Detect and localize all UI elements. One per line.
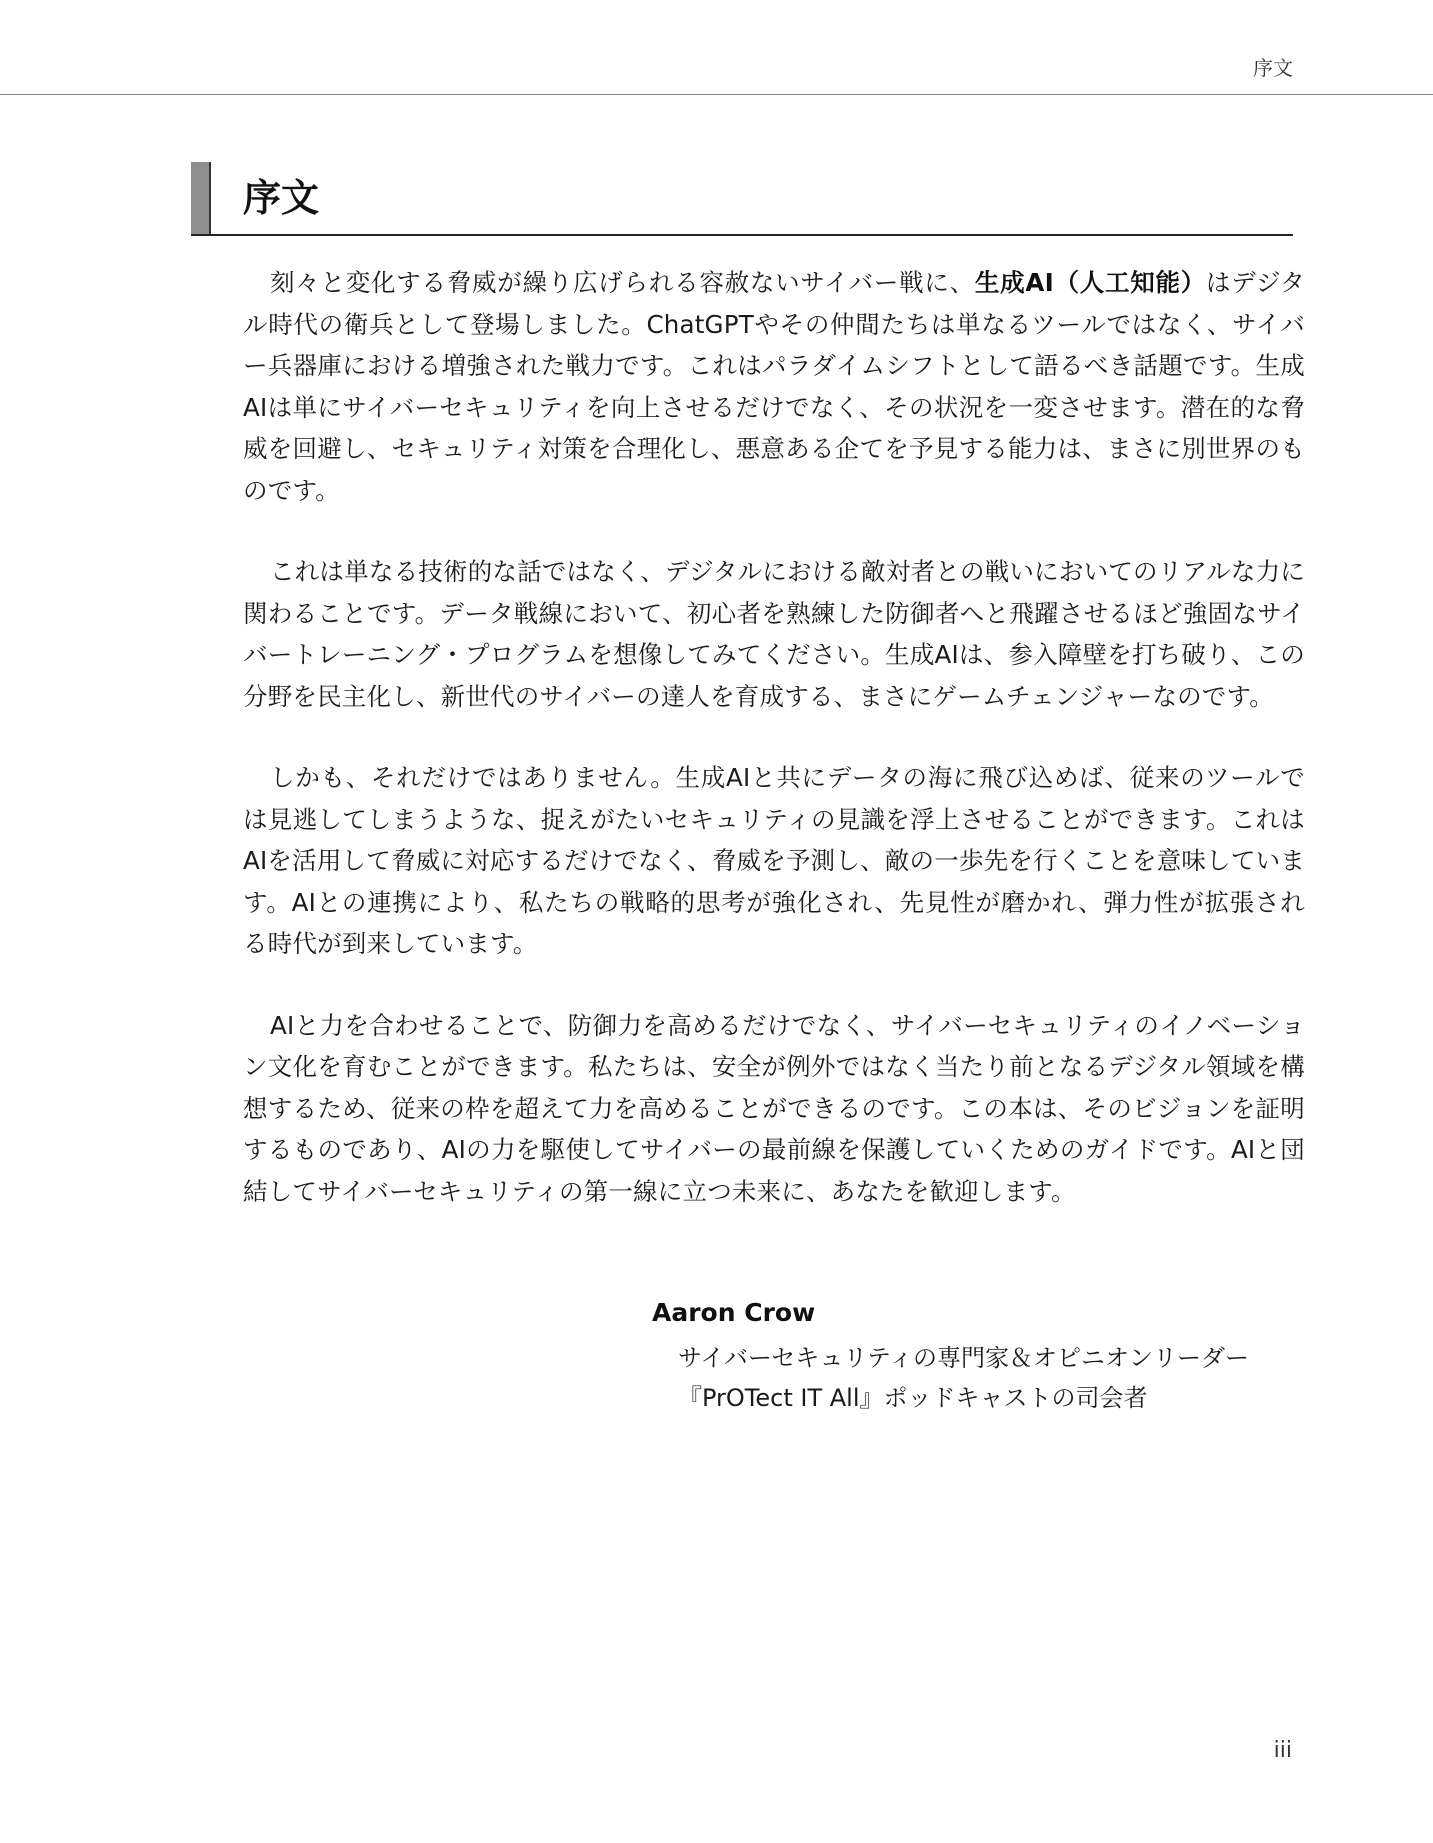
header-rule [0,94,1433,95]
emphasis-generative-ai: 生成AI（人工知能） [974,268,1206,297]
author-name: Aaron Crow [652,1298,816,1327]
chapter-heading [191,162,1293,236]
author-podcast: 『PrOTect IT All』ポッドキャストの司会者 [678,1384,1148,1412]
paragraph-1-after: はデジタル時代の衛兵として登場しました。ChatGPTやその仲間たちは単なるツールではなく、サイバー兵器庫における増強された戦力です。これはパラダイムシフトとして語るべき話題です。生成AIは単にサイバーセキュリティを向上させるだけでなく、その状況を一変させます。潜在的な脅威を回避し、セキュリティ対策を合理化し、悪意ある企てを予見する能力は、まさに別世界のものです。 [243,268,1305,505]
chapter-title: 序文 [243,176,320,220]
signature-block [652,1296,1312,1418]
paragraph-1 [243,262,1305,511]
paragraph-3: しかも、それだけではありません。生成AIと共にデータの海に飛び込めば、従来のツールでは見逃してしまうような、捉えがたいセキュリティの見識を浮上させることができます。これはAIを活用して脅威に対応するだけでなく、脅威を予測し、敵の一歩先を行くことを意味しています。AIとの連携により、私たちの戦略的思考が強化され、先見性が磨かれ、弾力性が拡張される時代が到来しています。 [243,763,1305,958]
heading-accent-bar [191,162,211,234]
running-head: 序文 [1253,56,1293,80]
body-text [243,262,1305,1252]
paragraph-1-before: 刻々と変化する脅威が繰り広げられる容赦ないサイバー戦に、 [270,268,975,297]
author-title: サイバーセキュリティの専門家＆オピニオンリーダー [678,1344,1249,1372]
paragraph-4: AIと力を合わせることで、防御力を高めるだけでなく、サイバーセキュリティのイノベーション文化を育むことができます。私たちは、安全が例外ではなく当たり前となるデジタル領域を構想するため、従来の枠を超えて力を高めることができるのです。この本は、そのビジョンを証明するものであり、AIの力を駆使してサイバーの最前線を保護していくためのガイドです。AIと団結してサイバーセキュリティの第一線に立つ未来に、あなたを歓迎します。 [243,1010,1305,1206]
paragraph-2: これは単なる技術的な話ではなく、デジタルにおける敵対者との戦いにおいてのリアルな力に関わることです。データ戦線において、初心者を熟練した防御者へと飛躍させるほど強固なサイバートレーニング・プログラムを想像してみてください。生成AIは、参入障壁を打ち破り、この分野を民主化し、新世代のサイバーの達人を育成する、まさにゲームチェンジャーなのです。 [243,557,1305,711]
page-number: iii [1273,1738,1292,1763]
